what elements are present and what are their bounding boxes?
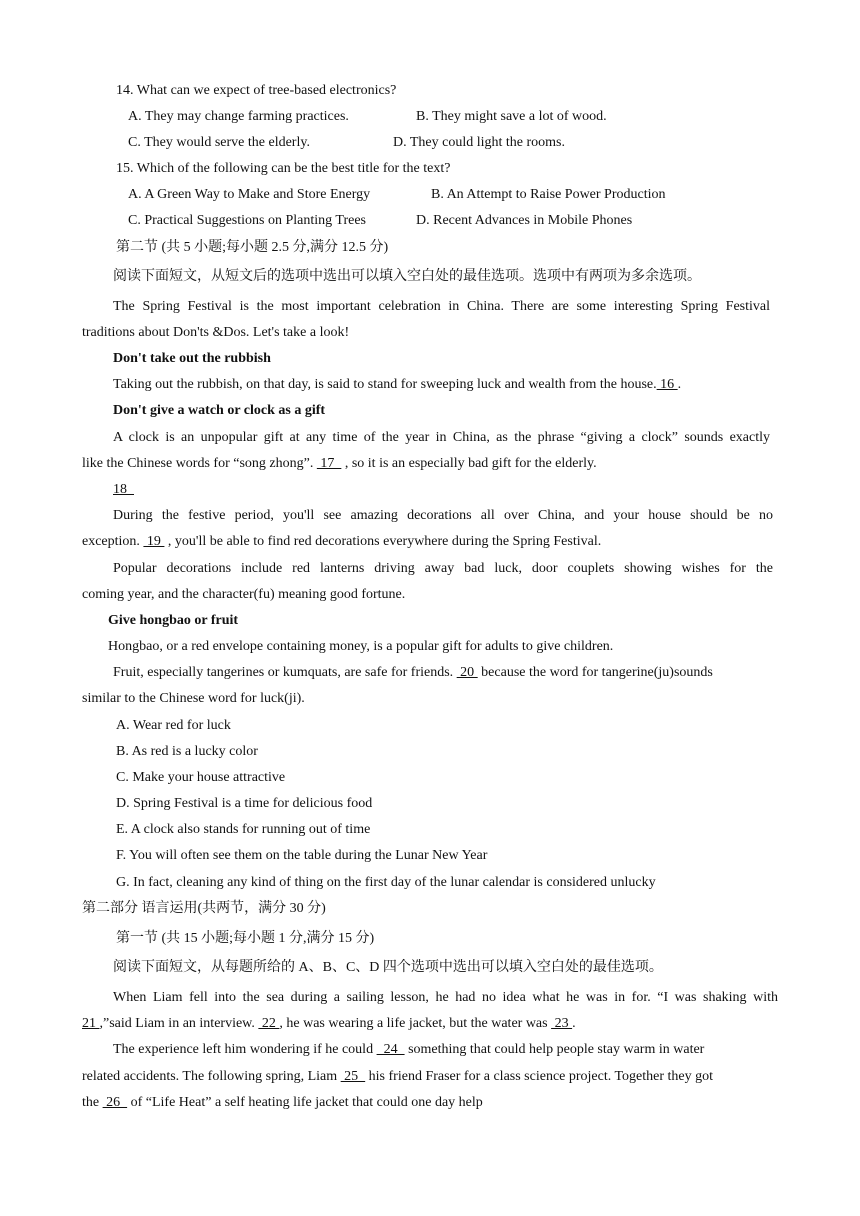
passage-decorations-line-1: During the festive period, you'll see amazing decorations all over China, and your house should be no bbox=[113, 508, 773, 523]
question-15-option-c: C. Practical Suggestions on Planting Trees bbox=[128, 213, 366, 228]
section-heading: 第二节 (共 5 小题;每小题 2.5 分,满分 12.5 分) bbox=[116, 240, 389, 255]
passage-popular-line-2: coming year, and the character(fu) meaning good fortune. bbox=[82, 587, 406, 602]
blank-26: 26 bbox=[102, 1095, 128, 1110]
passage-fruit-line-1: Fruit, especially tangerines or kumquats, are safe for friends. 20 because the word for tangerine(ju)sounds bbox=[113, 665, 713, 680]
option-b: B. As red is a lucky color bbox=[116, 744, 258, 759]
option-f: F. You will often see them on the table during the Lunar New Year bbox=[116, 848, 488, 863]
question-15-option-a: A. A Green Way to Make and Store Energy bbox=[128, 187, 371, 202]
blank-24: 24 bbox=[376, 1042, 405, 1057]
question-15-option-b: B. An Attempt to Raise Power Production bbox=[431, 187, 666, 202]
cloze-line-2: 21 ,”said Liam in an interview. 22 , he was wearing a life jacket, but the water was 23 . bbox=[82, 1016, 576, 1031]
blank-20: 20 bbox=[456, 665, 478, 680]
question-15-stem: 15. Which of the following can be the best title for the text? bbox=[116, 161, 451, 176]
option-e: E. A clock also stands for running out of time bbox=[116, 822, 371, 837]
question-14-option-c: C. They would serve the elderly. bbox=[128, 135, 310, 150]
cloze-line-1: When Liam fell into the sea during a sailing lesson, he had no idea what he was in for. “I was shaking with bbox=[113, 990, 778, 1005]
section-instruction: 阅读下面短文，从短文后的选项中选出可以填入空白处的最佳选项。选项中有两项为多余选项。 bbox=[113, 269, 701, 284]
passage-subheading-rubbish: Don't take out the rubbish bbox=[113, 351, 271, 366]
passage-paragraph-rubbish: Taking out the rubbish, on that day, is said to stand for sweeping luck and wealth from the house. 16 . bbox=[113, 377, 682, 392]
passage-decorations-line-2: exception. 19 , you'll be able to find red decorations everywhere during the Spring Festival. bbox=[82, 534, 602, 549]
question-15-option-d: D. Recent Advances in Mobile Phones bbox=[416, 213, 633, 228]
blank-21: 21 bbox=[82, 1016, 100, 1031]
passage-popular-line-1: Popular decorations include red lanterns driving away bad luck, door couplets showing wishes for the bbox=[113, 561, 773, 576]
question-14-option-b: B. They might save a lot of wood. bbox=[416, 109, 607, 124]
blank-17: 17 bbox=[316, 456, 342, 471]
passage-clock-line-2: like the Chinese words for “song zhong”. 17 , so it is an especially bad gift for the elderly. bbox=[82, 456, 597, 471]
passage-clock-line-1: A clock is an unpopular gift at any time of the year in China, as the phrase “giving a clock” sounds exactly bbox=[113, 430, 770, 445]
cloze-line-4: related accidents. The following spring, Liam 25 his friend Fraser for a class science project. Together they got bbox=[82, 1069, 714, 1084]
part-instruction: 阅读下面短文，从每题所给的 A、B、C、D 四个选项中选出可以填入空白处的最佳选项。 bbox=[113, 960, 663, 975]
blank-23: 23 bbox=[551, 1016, 573, 1031]
blank-16: 16 bbox=[656, 377, 678, 392]
option-d: D. Spring Festival is a time for delicious food bbox=[116, 796, 373, 811]
blank-25: 25 bbox=[340, 1069, 366, 1084]
passage-subheading-clock: Don't give a watch or clock as a gift bbox=[113, 403, 326, 418]
passage-hongbao: Hongbao, or a red envelope containing money, is a popular gift for adults to give children. bbox=[108, 639, 614, 654]
passage-intro-line-2: traditions about Don'ts &Dos. Let's take a look! bbox=[82, 325, 350, 340]
part-section-heading: 第一节 (共 15 小题;每小题 1 分,满分 15 分) bbox=[116, 931, 375, 946]
option-a: A. Wear red for luck bbox=[116, 718, 231, 733]
blank-19: 19 bbox=[143, 534, 165, 549]
question-14-option-d: D. They could light the rooms. bbox=[393, 135, 565, 150]
blank-18: 18 bbox=[113, 482, 134, 497]
question-14-option-a: A. They may change farming practices. bbox=[128, 109, 349, 124]
option-g: G. In fact, cleaning any kind of thing on the first day of the lunar calendar is considered unlucky bbox=[116, 875, 656, 890]
cloze-line-3: The experience left him wondering if he could 24 something that could help people stay warm in water bbox=[113, 1042, 705, 1057]
passage-fruit-line-2: similar to the Chinese word for luck(ji). bbox=[82, 691, 305, 706]
question-14-stem: 14. What can we expect of tree-based electronics? bbox=[116, 83, 397, 98]
blank-22: 22 bbox=[258, 1016, 280, 1031]
part-heading: 第二部分 语言运用(共两节，满分 30 分) bbox=[82, 901, 326, 916]
cloze-line-5: the 26 of “Life Heat” a self heating life jacket that could one day help bbox=[82, 1095, 483, 1110]
option-c: C. Make your house attractive bbox=[116, 770, 286, 785]
passage-intro-line-1: The Spring Festival is the most important celebration in China. There are some interesting Spring Festival bbox=[113, 299, 770, 314]
passage-subheading-hongbao: Give hongbao or fruit bbox=[108, 613, 239, 628]
